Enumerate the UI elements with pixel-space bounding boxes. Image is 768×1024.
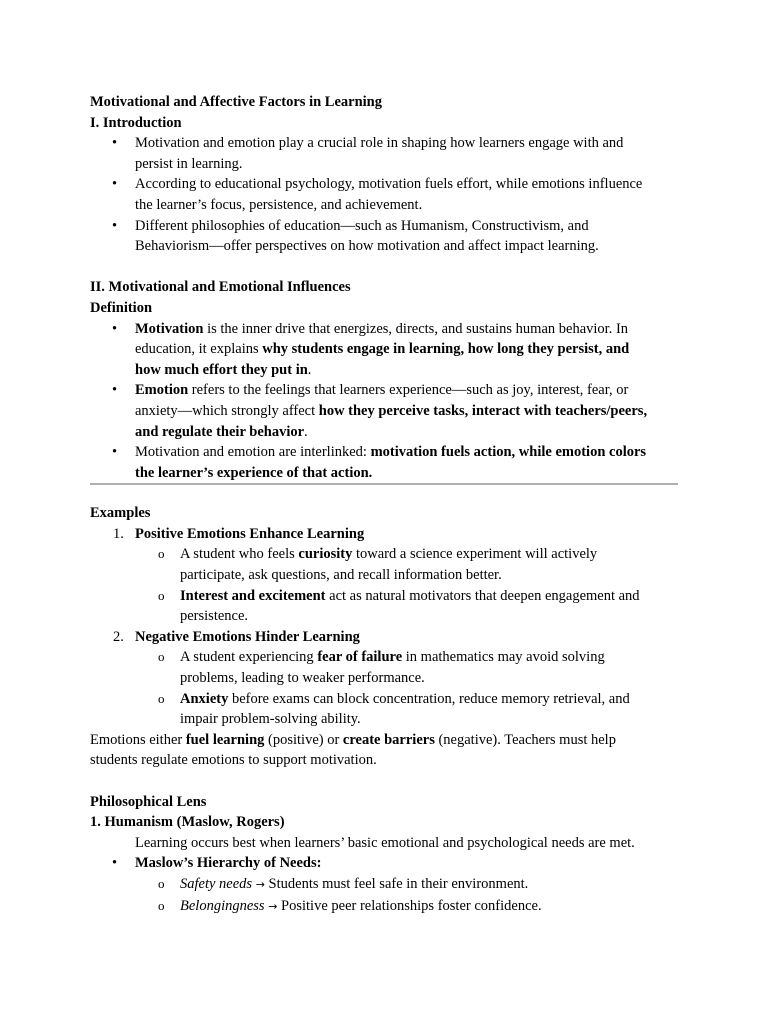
bullet-marker: • (112, 135, 118, 152)
list-item-text: education, it explains (135, 341, 263, 358)
number-marker: 1. (113, 525, 124, 542)
list-item-text: the learner’s focus, persistence, and achievement. (135, 196, 423, 213)
emphasis-text: fuel learning (185, 731, 265, 748)
list-item (90, 216, 678, 257)
list-item-text: Motivation and emotion play a crucial role in shaping how learners engage with and (135, 135, 624, 152)
sub-bullet-marker: o (158, 587, 165, 603)
list-item-text: Students must feel safe in their environment. (264, 875, 529, 892)
list-item-text: in mathematics may avoid solving (402, 649, 605, 666)
paragraph-text: (positive) or (264, 731, 343, 748)
list-item-text: impair problem-solving ability. (180, 711, 361, 728)
bullet-marker: • (112, 320, 118, 337)
list-item-text: . (307, 361, 312, 378)
list-item-text: before exams can block concentration, reduce memory retrieval, and (228, 690, 630, 707)
bullet-marker: • (112, 444, 118, 461)
list-item (90, 174, 678, 215)
document-title: Motivational and Affective Factors in Learning (90, 94, 382, 110)
sub-list-item (90, 586, 678, 627)
blank-line (90, 257, 678, 278)
list-item (90, 380, 678, 442)
section-heading-introduction: I. Introduction (90, 114, 182, 131)
list-item-text: . (304, 423, 308, 440)
numbered-item-label: Negative Emotions Hinder Learning (135, 628, 360, 645)
numbered-item (90, 524, 678, 545)
list-item (90, 853, 678, 874)
list-item-label: Maslow’s Hierarchy of Needs: (135, 855, 322, 872)
blank-line (90, 485, 678, 503)
subheading-definition: Definition (90, 299, 153, 316)
sub-bullet-marker: o (158, 546, 165, 562)
bullet-marker: • (112, 217, 118, 234)
numbered-item-label: Positive Emotions Enhance Learning (135, 525, 365, 542)
emphasis-text: how much effort they put in (135, 361, 308, 378)
emphasis-text: how they perceive tasks, interact with teachers/peers, (318, 402, 648, 419)
section-heading-philosophy: Philosophical Lens (90, 793, 207, 810)
term-motivation: Motivation (135, 320, 204, 337)
examples-summary (90, 730, 678, 751)
list-item-text: act as natural motivators that deepen engagement and (325, 587, 640, 604)
list-item-text: persist in learning. (135, 155, 243, 172)
subheading-humanism: 1. Humanism (Maslow, Rogers) (90, 814, 285, 831)
list-item-text: anxiety—which strongly affect (135, 402, 319, 419)
humanism-statement: Learning occurs best when learners’ basic emotional and psychological needs are met. (135, 834, 635, 851)
right-arrow-icon: → (268, 899, 278, 913)
sub-bullet-marker: o (158, 875, 165, 891)
list-item-text: According to educational psychology, motivation fuels effort, while emotions influence (135, 176, 643, 193)
paragraph-text: Emotions either (90, 731, 186, 748)
emphasis-text: motivation fuels action, while emotion colors (370, 444, 647, 461)
need-term: Belongingness (180, 897, 265, 914)
sub-list-item (90, 896, 678, 918)
list-item-text: Positive peer relationships foster confidence. (277, 897, 542, 914)
emphasis-text: why students engage in learning, how long they persist, and (262, 341, 630, 358)
list-item (90, 133, 678, 174)
sub-list-item (90, 544, 678, 585)
emphasis-text: fear of failure (317, 649, 403, 666)
list-item-text: refers to the feelings that learners experience—such as joy, interest, fear, or (188, 382, 629, 399)
list-item-text: Behaviorism—offer perspectives on how motivation and affect impact learning. (135, 238, 599, 255)
emphasis-text: create barriers (342, 731, 435, 748)
sub-list-item (90, 647, 678, 688)
list-item-text: is the inner drive that energizes, directs, and sustains human behavior. In (203, 320, 629, 337)
bullet-marker: • (112, 176, 118, 193)
bullet-marker: • (112, 382, 118, 399)
sub-list-item (90, 874, 678, 896)
sub-bullet-marker: o (158, 897, 165, 913)
number-marker: 2. (113, 628, 124, 645)
right-arrow-icon: → (255, 877, 265, 891)
list-item (90, 319, 678, 381)
paragraph-text: (negative). Teachers must help (434, 731, 616, 748)
numbered-item (90, 627, 678, 648)
section-heading-influences: II. Motivational and Emotional Influences (90, 279, 351, 296)
term-emotion: Emotion (135, 382, 189, 399)
sub-bullet-marker: o (158, 649, 165, 665)
sub-bullet-marker: o (158, 690, 165, 706)
emphasis-text: Anxiety (180, 690, 229, 707)
emphasis-text: curiosity (298, 546, 353, 563)
blank-line (90, 771, 678, 792)
list-item-text: A student experiencing (180, 649, 318, 666)
bullet-marker: • (112, 855, 118, 872)
emphasis-text: and regulate their behavior (135, 423, 305, 440)
list-item-text: Motivation and emotion are interlinked: (135, 444, 371, 461)
document-page (90, 92, 678, 917)
paragraph-text: students regulate emotions to support motivation. (90, 752, 377, 769)
list-item-text: Different philosophies of education—such as Humanism, Constructivism, and (135, 217, 589, 234)
emphasis-text: Interest and excitement (180, 587, 326, 604)
section-heading-examples: Examples (90, 505, 151, 522)
list-item-text: problems, leading to weaker performance. (180, 670, 425, 687)
list-item-text: persistence. (180, 608, 249, 625)
need-term: Safety needs (180, 875, 253, 892)
list-item (90, 442, 678, 483)
list-item-text: participate, ask questions, and recall information better. (180, 567, 502, 584)
list-item-text: toward a science experiment will actively (352, 546, 598, 563)
emphasis-text: the learner’s experience of that action. (135, 464, 373, 481)
sub-list-item (90, 689, 678, 730)
list-item-text: A student who feels (180, 546, 299, 563)
